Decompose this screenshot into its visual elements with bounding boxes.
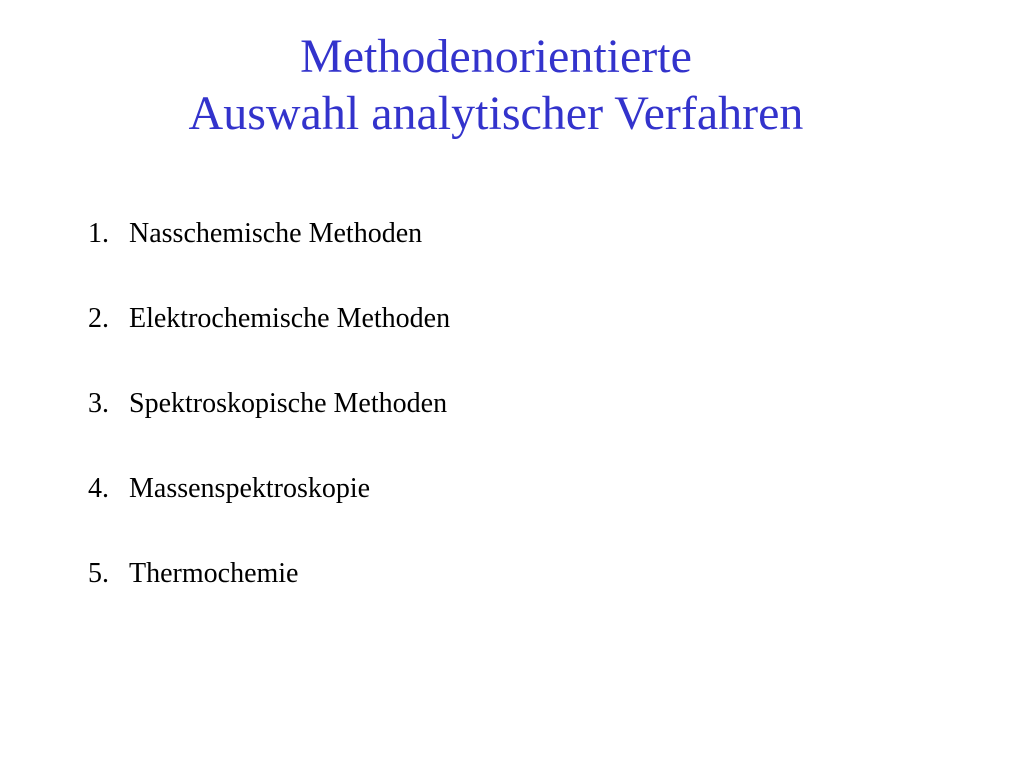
list-item	[88, 554, 450, 639]
list-item-number: 4.	[88, 473, 109, 504]
list-item-number: 3.	[88, 388, 109, 419]
list-item-label: Elektrochemische Methoden	[129, 303, 451, 334]
methods-list	[88, 214, 450, 639]
title-line-1: Methodenorientierte	[300, 30, 692, 83]
list-item	[88, 214, 450, 299]
list-item-label: Thermochemie	[129, 558, 299, 589]
list-item	[88, 469, 450, 554]
list-item	[88, 299, 450, 384]
slide-title	[0, 28, 992, 142]
list-item-label: Massenspektroskopie	[129, 473, 371, 504]
list-item-number: 5.	[88, 558, 109, 589]
title-line-2: Auswahl analytischer Verfahren	[188, 87, 804, 140]
list-item	[88, 384, 450, 469]
list-item-label: Nasschemische Methoden	[129, 218, 423, 249]
list-item-number: 2.	[88, 303, 109, 334]
list-item-label: Spektroskopische Methoden	[129, 388, 448, 419]
list-item-number: 1.	[88, 218, 109, 249]
